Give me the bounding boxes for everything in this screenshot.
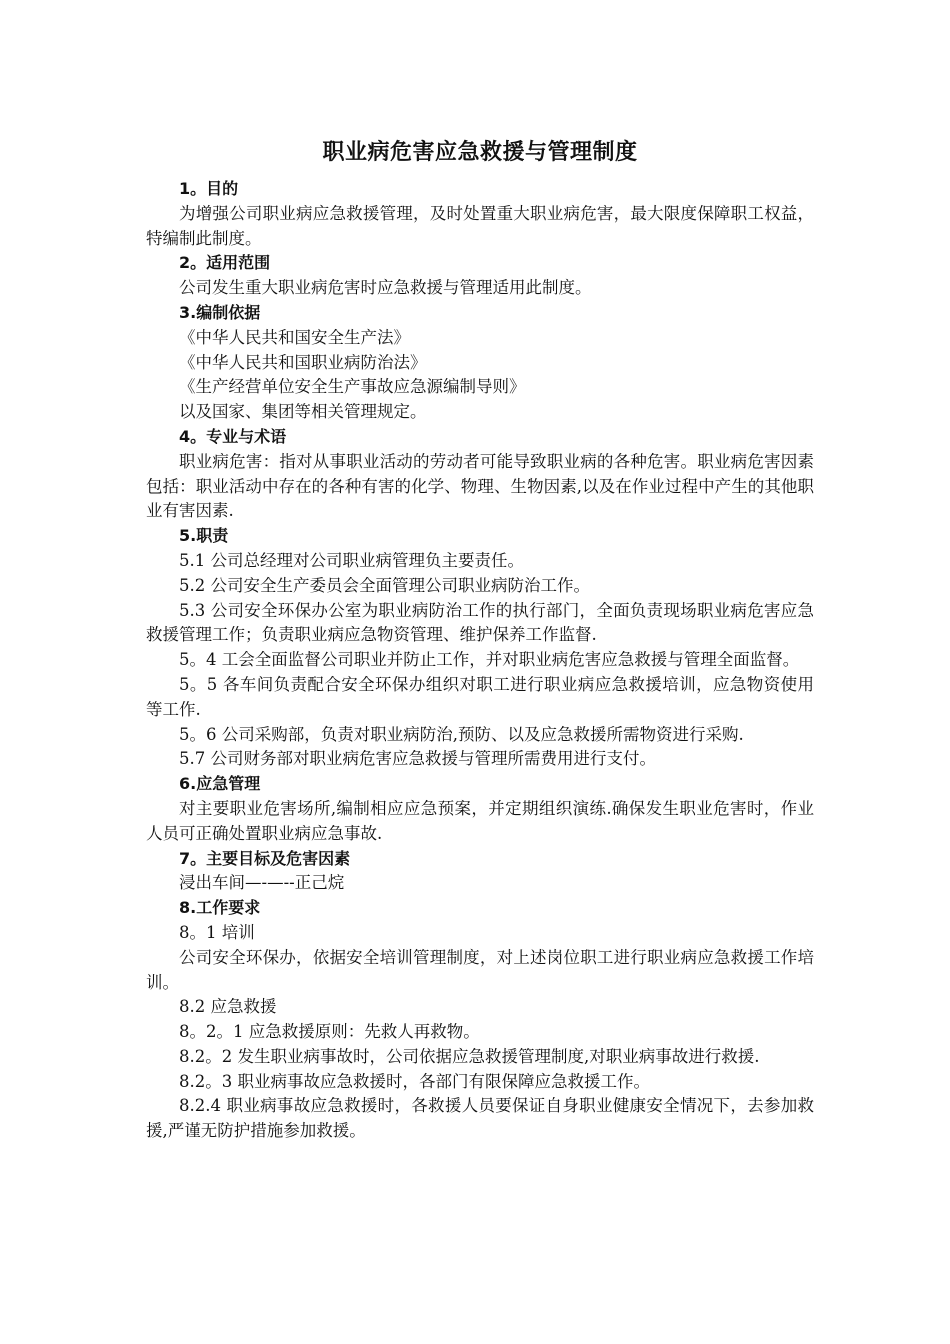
paragraph: 浸出车间—-—--正己烷 [179, 873, 345, 893]
section-heading-duties: 5.职责 [179, 526, 229, 546]
paragraph: 5.7 公司财务部对职业病危害应急救援与管理所需费用进行支付。 [179, 749, 656, 769]
paragraph: 公司发生重大职业病危害时应急救援与管理适用此制度。 [179, 278, 592, 298]
paragraph: 5。6 公司采购部，负责对职业病防治,预防、以及应急救援所需物资进行采购. [179, 724, 744, 744]
paragraph: 8.2.4 职业病事故应急救援时，各救援人员要保证自身职业健康安全情况下，去参加救援,严谨无防护措施参加救援。 [146, 1096, 814, 1141]
section-heading-basis: 3.编制依据 [179, 302, 261, 322]
paragraph: 职业病危害：指对从事职业活动的劳动者可能导致职业病的各种危害。职业病危害因素包括：职业活动中存在的各种有害的化学、物理、生物因素,以及在作业过程中产生的其他职业有害因素. [146, 451, 814, 521]
paragraph: 《生产经营单位安全生产事故应急源编制导则》 [179, 377, 526, 397]
paragraph: 8.2。2 发生职业病事故时，公司依据应急救援管理制度,对职业病事故进行救援. [179, 1046, 760, 1066]
section-heading-purpose: 1。目的 [179, 179, 239, 198]
paragraph: 5.3 公司安全环保办公室为职业病防治工作的执行部门，全面负责现场职业病危害应急救援管理工作；负责职业病应急物资管理、维护保养工作监督. [146, 600, 814, 645]
section-heading-scope: 2。适用范围 [179, 253, 271, 273]
paragraph: 5.2 公司安全生产委员会全面管理公司职业病防治工作。 [179, 575, 590, 595]
paragraph: 5。5 各车间负责配合安全环保办组织对职工进行职业病应急救援培训，应急物资使用等工作. [146, 674, 814, 719]
paragraph: 《中华人民共和国职业病防治法》 [179, 352, 427, 372]
paragraph: 公司安全环保办，依据安全培训管理制度，对上述岗位职工进行职业病应急救援工作培训。 [146, 947, 814, 992]
paragraph: 对主要职业危害场所,编制相应应急预案，并定期组织演练.确保发生职业危害时，作业人员可正确处置职业病应急事故. [146, 798, 814, 843]
document-page [146, 133, 814, 1144]
paragraph: 8.2 应急救援 [179, 997, 277, 1017]
paragraph: 8。2。1 应急救援原则：先救人再救物。 [179, 1022, 480, 1042]
paragraph: 8。1 培训 [179, 922, 255, 942]
paragraph: 5。4 工会全面监督公司职业并防止工作，并对职业病危害应急救援与管理全面监督。 [179, 650, 800, 670]
paragraph: 5.1 公司总经理对公司职业病管理负主要责任。 [179, 550, 524, 570]
section-heading-requirements: 8.工作要求 [179, 898, 261, 918]
paragraph: 为增强公司职业病应急救援管理，及时处置重大职业病危害，最大限度保障职工权益，特编制此制度。 [146, 203, 814, 248]
document-title: 职业病危害应急救援与管理制度 [322, 140, 638, 165]
paragraph: 以及国家、集团等相关管理规定。 [179, 402, 427, 422]
section-heading-emergency: 6.应急管理 [179, 774, 261, 794]
section-heading-terms: 4。专业与术语 [179, 426, 287, 446]
paragraph: 8.2。3 职业病事故应急救援时，各部门有限保障应急救援工作。 [179, 1071, 650, 1091]
paragraph: 《中华人民共和国安全生产法》 [179, 327, 410, 347]
section-heading-targets: 7。主要目标及危害因素 [179, 848, 351, 868]
